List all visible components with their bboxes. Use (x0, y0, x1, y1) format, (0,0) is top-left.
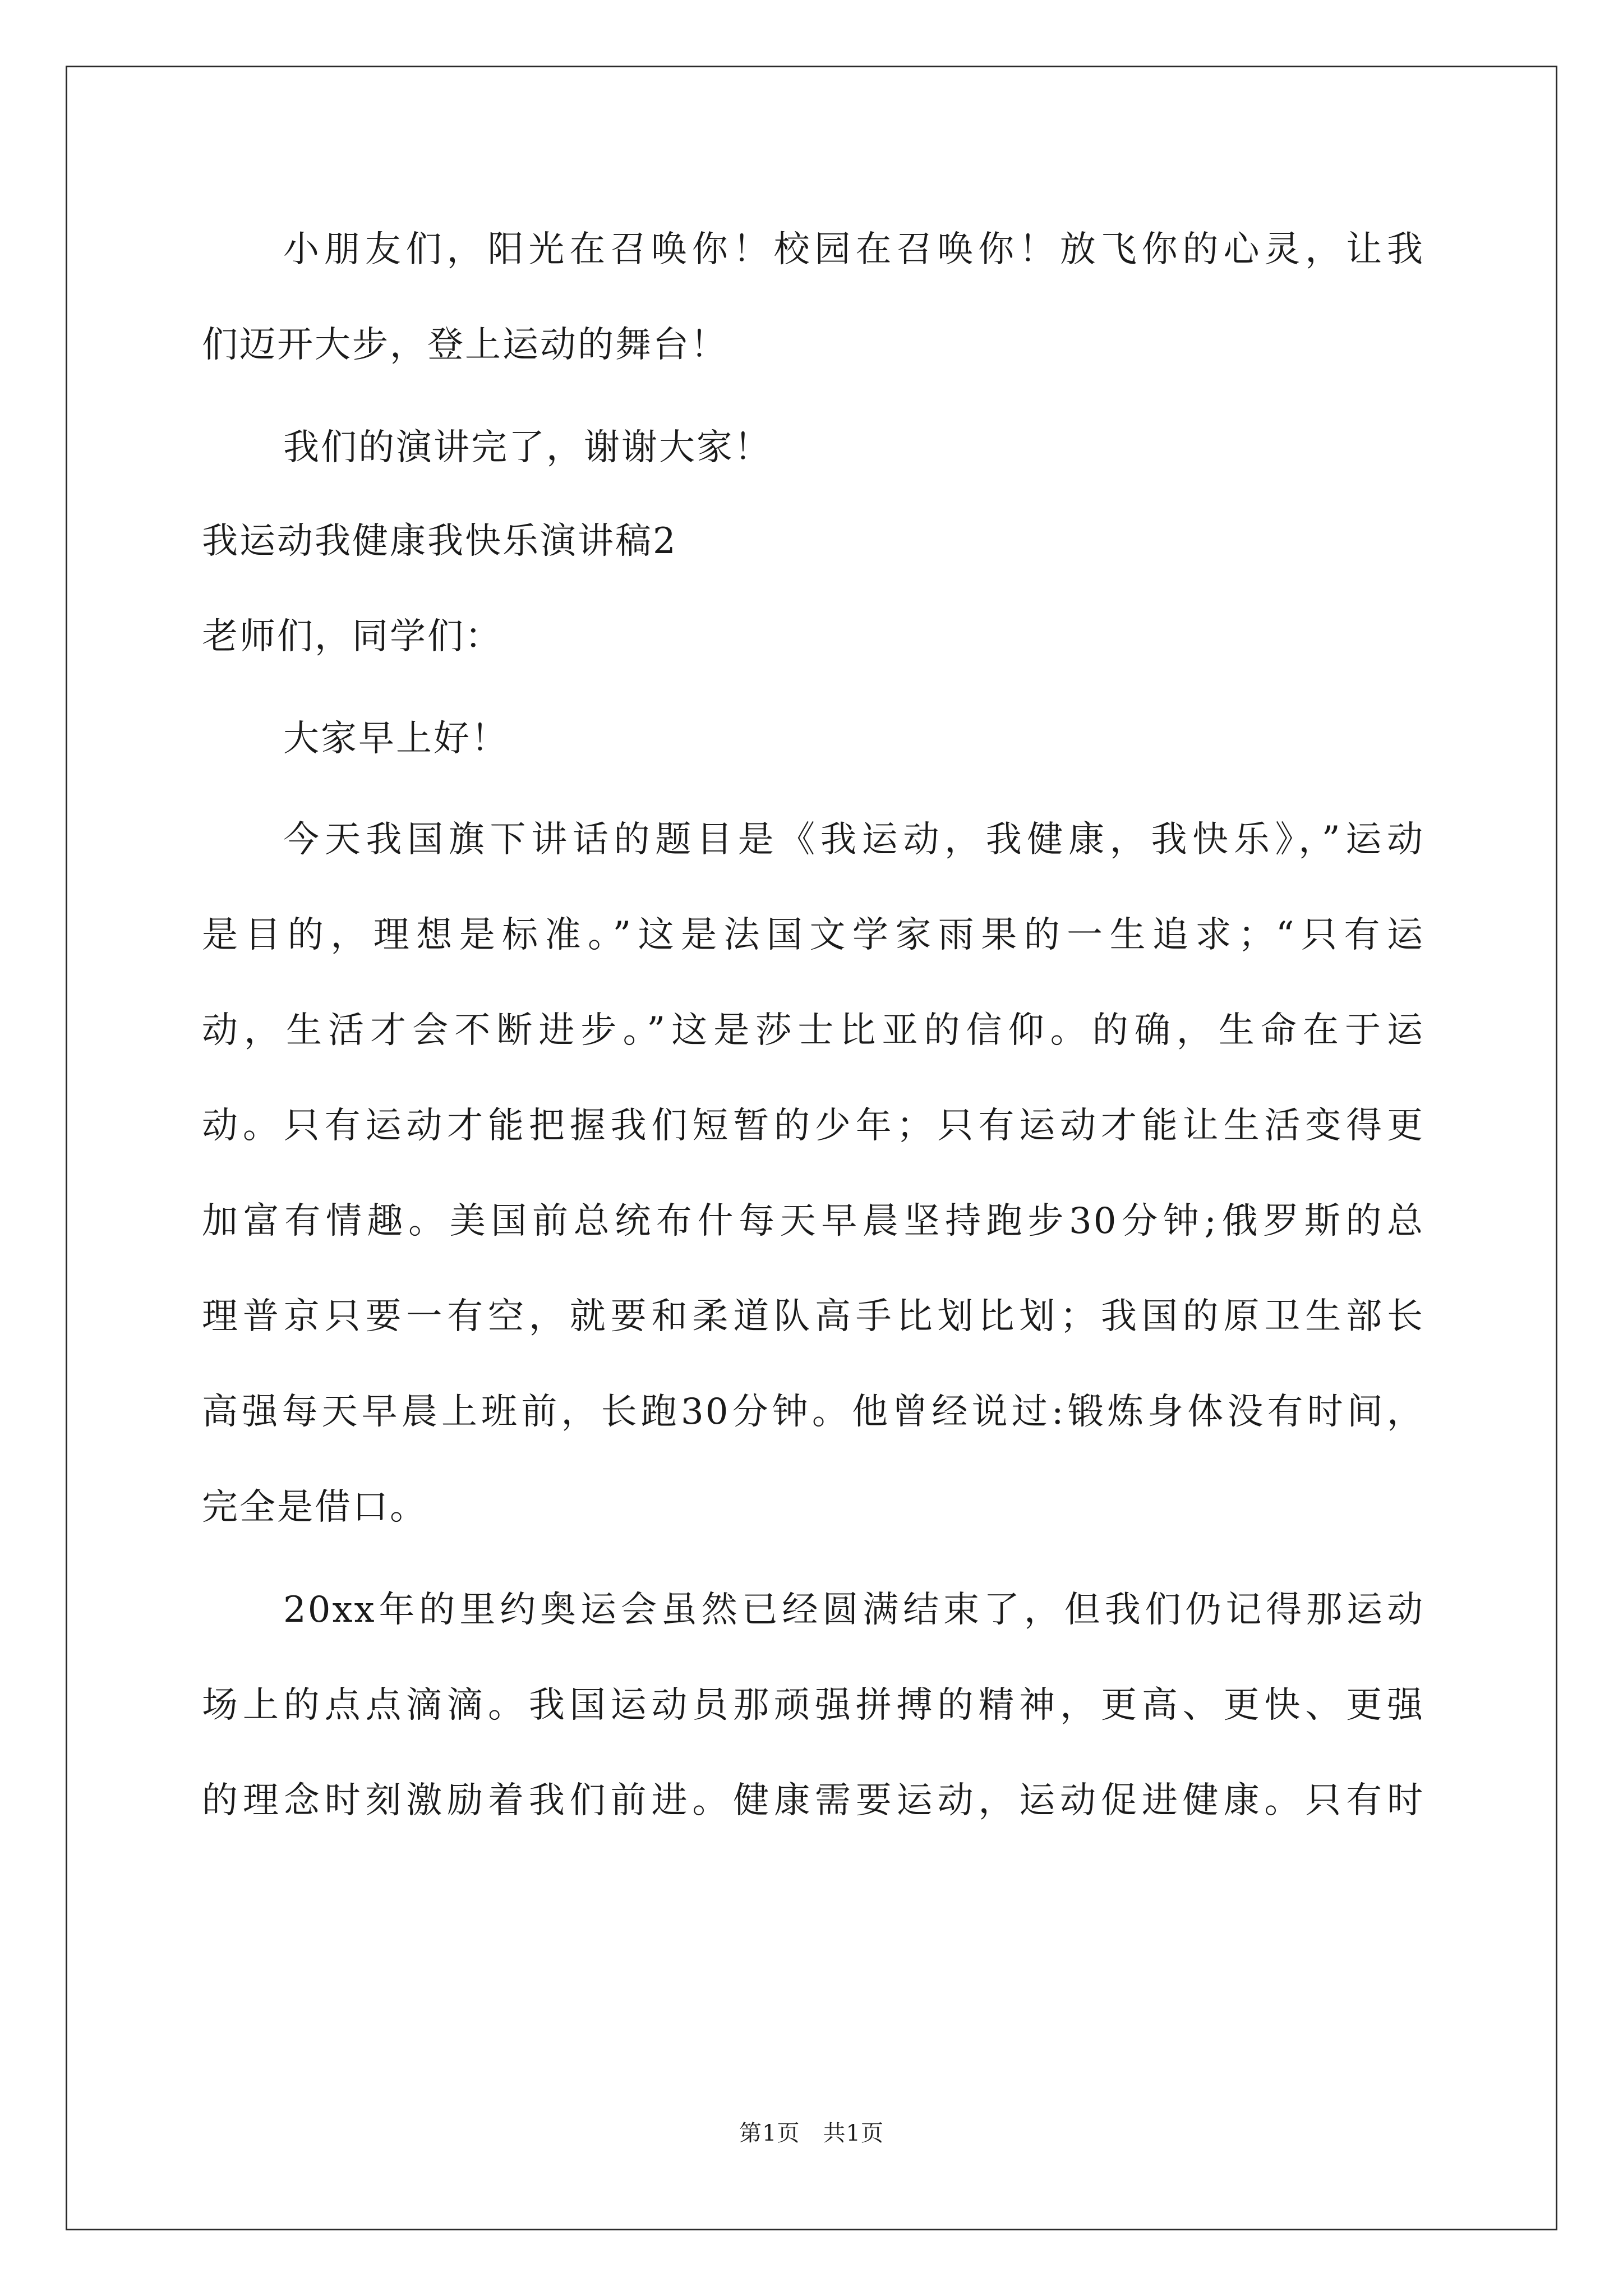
greeting: 大家早上好！ (283, 718, 509, 760)
paragraph-line: 场上的点点滴滴。我国运动员那顽强拼搏的精神，更高、更快、更强 (202, 1685, 1424, 1726)
paragraph-line: 我们的演讲完了，谢谢大家！ (283, 427, 772, 468)
paragraph-line: 20xx年的里约奥运会虽然已经圆满结束了，但我们仍记得那运动 (283, 1589, 1424, 1631)
paragraph-line: 今天我国旗下讲话的题目是《我运动，我健康，我快乐》，”运动 (283, 819, 1424, 861)
paragraph-line: 完全是借口。 (202, 1487, 427, 1528)
paragraph-line: 加富有情趣。美国前总统布什每天早晨坚持跑步30分钟;俄罗斯的总 (202, 1200, 1424, 1242)
paragraph-line: 们迈开大步，登上运动的舞台！ (202, 324, 728, 366)
paragraph-line: 高强每天早晨上班前，长跑30分钟。他曾经说过:锻炼身体没有时间， (202, 1391, 1424, 1433)
paragraph-line: 是目的，理想是标准。”这是法国文学家雨果的一生追求；“只有运 (202, 914, 1424, 956)
page-number-footer: 第1页 共1页 (739, 2120, 884, 2146)
paragraph-line: 理普京只要一有空，就要和柔道队高手比划比划；我国的原卫生部长 (202, 1296, 1424, 1337)
paragraph-line: 动。只有运动才能把握我们短暂的少年；只有运动才能让生活变得更 (202, 1105, 1424, 1147)
paragraph-line: 动，生活才会不断进步。”这是莎士比亚的信仰。的确，生命在于运 (202, 1010, 1424, 1051)
salutation: 老师们，同学们： (202, 616, 502, 657)
section-title: 我运动我健康我快乐演讲稿2 (202, 521, 677, 562)
paragraph-line: 小朋友们，阳光在召唤你！校园在召唤你！放飞你的心灵，让我 (283, 229, 1424, 270)
paragraph-line: 的理念时刻激励着我们前进。健康需要运动，运动促进健康。只有时 (202, 1780, 1424, 1821)
